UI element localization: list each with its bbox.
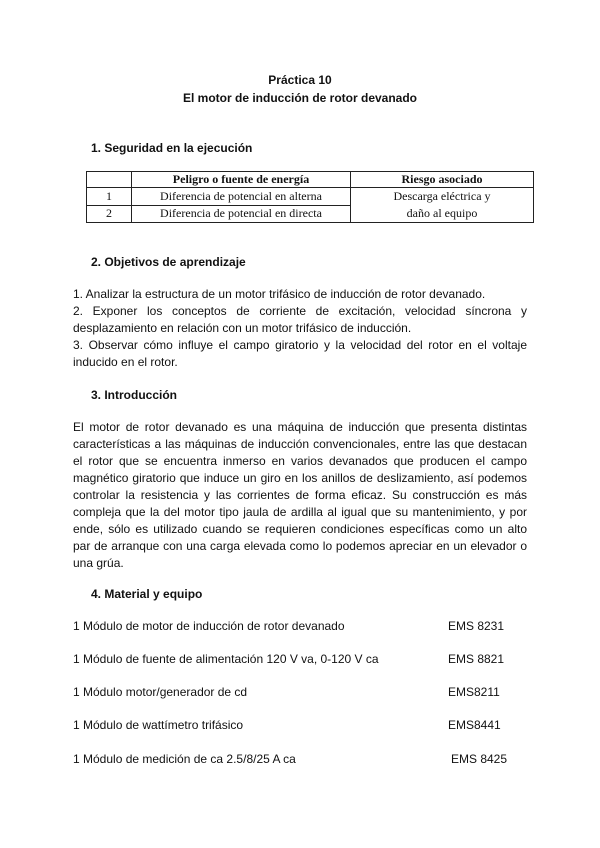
section-heading-materials: 4. Material y equipo bbox=[91, 587, 203, 601]
objective-item: 3. Observar cómo influye el campo giratorio y la velocidad del rotor en el voltaje inducido en el rotor. bbox=[73, 338, 527, 369]
material-item-name: 1 Módulo de medición de ca 2.5/8/25 A ca bbox=[73, 752, 296, 766]
risk-text-line2: daño al equipo bbox=[406, 206, 478, 220]
table-cell-hazard: Diferencia de potencial en alterna bbox=[132, 188, 351, 206]
practice-number: Práctica 10 bbox=[268, 73, 332, 87]
table-header-num bbox=[87, 172, 132, 188]
table-header-row bbox=[87, 172, 534, 188]
table-row bbox=[87, 188, 534, 206]
table-cell-hazard: Diferencia de potencial en directa bbox=[132, 205, 351, 223]
table-header-hazard: Peligro o fuente de energía bbox=[132, 172, 351, 188]
material-item-code: EMS8441 bbox=[448, 718, 501, 732]
table-cell-num: 1 bbox=[87, 188, 132, 206]
material-item-code: EMS 8425 bbox=[451, 752, 508, 766]
page-title: El motor de inducción de rotor devanado bbox=[182, 91, 418, 105]
material-item-code: EMS8211 bbox=[448, 685, 500, 699]
material-item-name: 1 Módulo de fuente de alimentación 120 V va, 0-120 V ca bbox=[73, 652, 379, 666]
material-item-code: EMS 8821 bbox=[448, 652, 505, 666]
section-heading-safety: 1. Seguridad en la ejecución bbox=[91, 141, 253, 155]
section-heading-objectives: 2. Objetivos de aprendizaje bbox=[91, 255, 246, 269]
table-cell-num: 2 bbox=[87, 205, 132, 223]
introduction-paragraph: El motor de rotor devanado es una máquina de inducción que presenta distintas características a las máquinas de inducción convencionales, entre las que destacan el rotor que se encuentra inmerso en varios devanados que producen el campo magnético giratorio que induce un giro en los anillos de deslizamiento, así podemos controlar la resistencia y las corrientes de forma eficaz. Su construcción es más compleja que la del motor tipo jaula de ardilla al igual que su mantenimiento, y por ende, sólo es utilizado cuando se requieren condiciones específicas como un alto par de arranque con una carga elevada como lo podemos apreciar en un elevador o una grúa. bbox=[73, 420, 527, 570]
risk-text-line1: Descarga eléctrica y bbox=[393, 189, 491, 203]
section-heading-introduction: 3. Introducción bbox=[91, 388, 178, 402]
material-item-code: EMS 8231 bbox=[448, 619, 505, 633]
objective-item: 2. Exponer los conceptos de corriente de excitación, velocidad síncrona y desplazamiento en relación con un motor trifásico de inducción. bbox=[73, 304, 527, 335]
material-item-name: 1 Módulo motor/generador de cd bbox=[73, 685, 248, 699]
material-item-name: 1 Módulo de motor de inducción de rotor devanado bbox=[73, 619, 345, 633]
table-header-risk: Riesgo asociado bbox=[351, 172, 534, 188]
objective-item: 1. Analizar la estructura de un motor trifásico de inducción de rotor devanado. bbox=[73, 287, 486, 301]
safety-table bbox=[86, 171, 534, 223]
table-cell-risk bbox=[351, 188, 534, 223]
material-item-name: 1 Módulo de wattímetro trifásico bbox=[73, 718, 244, 732]
